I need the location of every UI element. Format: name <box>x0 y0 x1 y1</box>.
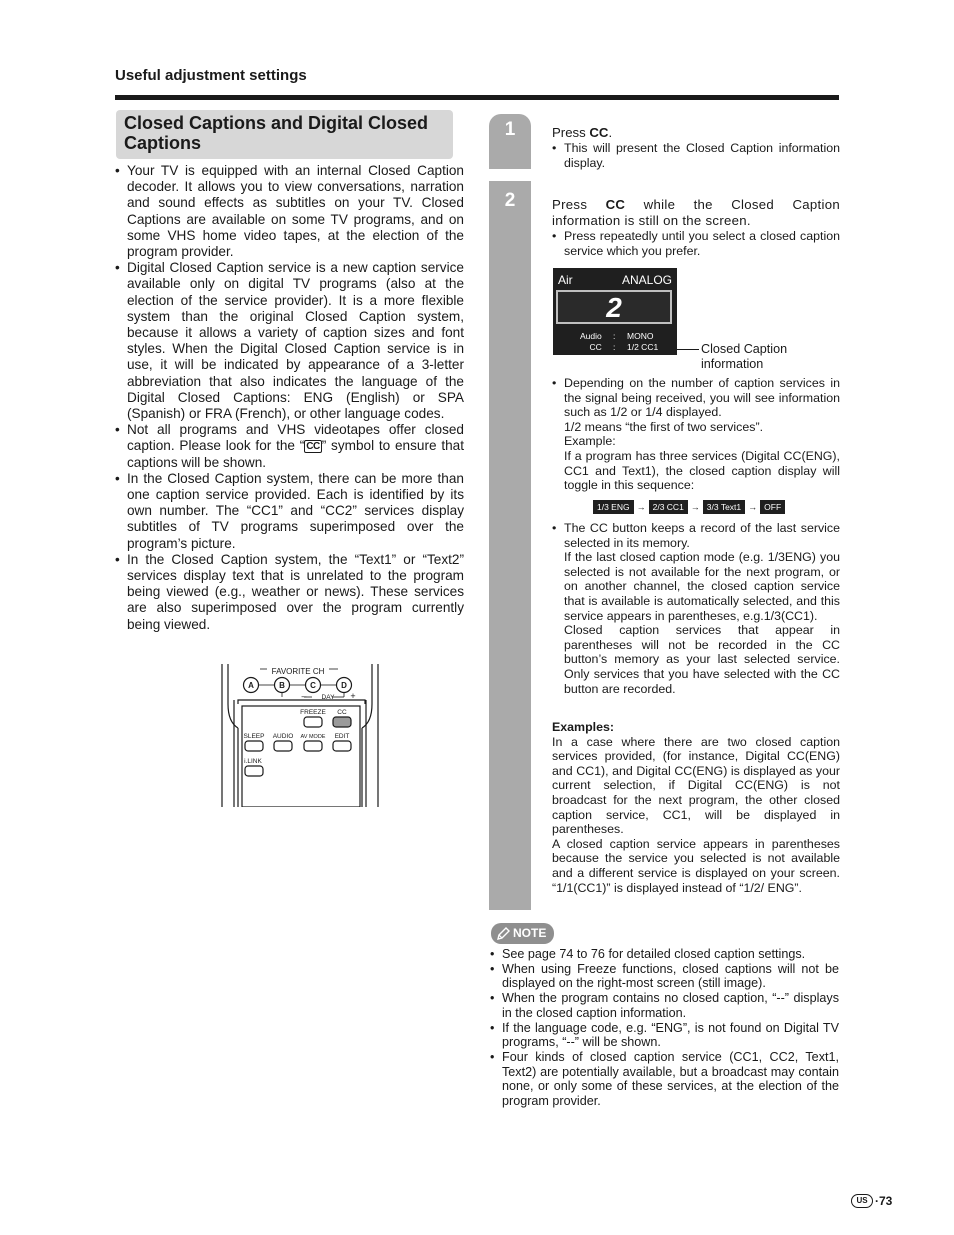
ilink-button[interactable] <box>245 766 263 776</box>
step-1-number: 1 <box>504 119 516 140</box>
sequence-chip: 3/3 Text1 <box>703 500 745 514</box>
caption-sequence <box>593 500 785 514</box>
day-minus: – <box>301 691 307 701</box>
arrow-right-icon: → <box>636 502 646 512</box>
sequence-chip: 1/3 ENG <box>593 500 634 514</box>
page-number-value: ·73 <box>875 1194 893 1208</box>
list-item: • When the program contains no closed caption, “--” displays in the closed caption information. <box>490 991 839 1020</box>
sleep-button[interactable] <box>245 741 263 751</box>
audio-button[interactable] <box>274 741 292 751</box>
page-title-line1: Closed Captions and Digital Closed <box>124 113 429 133</box>
av-mode-label: AV MODE <box>300 734 326 740</box>
freeze-label: FREEZE <box>300 709 326 716</box>
sleep-label: SLEEP <box>243 733 265 740</box>
examples-block <box>552 720 840 895</box>
day-label: DAY <box>321 694 335 701</box>
list-item: • In the Closed Caption system, the “Text1” or “Text2” services display text that is unrelated to the program being viewed (e.g., weather or news). These services are also superimposed over the program currently being viewed. <box>115 552 464 633</box>
step-separator <box>489 169 531 181</box>
depending-line3: Example: <box>564 434 616 449</box>
day-plus: + <box>350 691 356 701</box>
arrow-right-icon: → <box>690 502 700 512</box>
examples-p1: In a case where there are two closed caption services provided, (for instance, Digital CC(ENG) and CC1), and Digital CC(ENG) is displayed as your current selection, if Digital CC(ENG) is not broadcast for the next program, the other closed caption service, CC1, will be displayed in parentheses. <box>552 734 840 837</box>
list-item <box>552 521 840 696</box>
button-b-label: B <box>279 681 285 690</box>
intro-bullets <box>115 163 464 633</box>
cc-memory-p1: • The CC button keeps a record of the last service selected in its memory. <box>564 521 840 550</box>
step-2-text <box>552 197 840 258</box>
list-item: • See page 74 to 76 for detailed closed caption settings. <box>490 947 839 962</box>
edit-button[interactable] <box>333 741 351 751</box>
callout-line <box>677 349 699 350</box>
step-2-press: Press <box>552 197 606 212</box>
top-rule <box>115 95 839 100</box>
list-item: • In the Closed Caption system, there can be more than one caption service provided. Each is identified by its own number. The “CC1” and “CC2” services display subtitles of TV programs superimposed over the program’s picture. <box>115 471 464 552</box>
step-bar <box>489 114 531 910</box>
osd-colon: : <box>613 342 616 352</box>
remote-illustration <box>220 664 380 807</box>
button-a-label: A <box>248 681 254 690</box>
list-item <box>552 376 840 493</box>
page-title-line2: Captions <box>124 133 202 153</box>
cc-label: CC <box>337 709 347 716</box>
list-item: • Four kinds of closed caption service (CC1, CC2, Text1, Text2) are potentially available, but a broadcast may contain none, or only some of these services, at the election of the program provider. <box>490 1050 839 1109</box>
examples-p2: A closed caption service appears in parentheses because the service you selected is not available and a different service is displayed on your screen. “1/1(CC1)” is displayed instead of “1/2/ ENG”. <box>552 836 840 895</box>
depending-line2: 1/2 means “the first of two services”. <box>564 419 764 434</box>
closed-caption-osd <box>553 268 677 355</box>
list-item: • When using Freeze functions, closed captions will not be displayed on the right-most screen (still image). <box>490 962 839 991</box>
step-2-rest: while the Closed Caption information is still on the screen. <box>552 197 840 228</box>
button-c-label: C <box>310 681 316 690</box>
button-d-label: D <box>341 681 347 690</box>
list-item <box>115 422 464 471</box>
list-item: • If the language code, e.g. “ENG”, is not found on Digital TV programs, “--” will be shown. <box>490 1021 839 1050</box>
note-list <box>490 947 839 1109</box>
step-1-end: . <box>608 125 613 140</box>
step-2-number: 2 <box>504 190 516 211</box>
osd-cc-value: 1/2 CC1 <box>627 342 659 352</box>
list-item: • Your TV is equipped with an internal Closed Caption decoder. It allows you to view conversations, narration and sound effects as subtitles on your TV. Closed Captions are available on some TV programs, and on some VHS home video tapes, at the election of the program provider. <box>115 163 464 260</box>
edit-label: EDIT <box>334 733 350 740</box>
list-item: • This will present the Closed Caption information display. <box>552 141 840 170</box>
bullet3-before: Not all programs and VHS videotapes offer closed caption. Please look for the “ <box>127 422 464 454</box>
section-header: Useful adjustment settings <box>115 67 307 84</box>
osd-channel: 2 <box>556 290 672 324</box>
audio-label: AUDIO <box>272 733 294 740</box>
pencil-icon <box>496 926 511 941</box>
callout-label: Closed Caption information <box>701 342 788 371</box>
cc-memory-p3: Closed caption services that appear in parentheses will not be recorded in the CC button’s memory as your last selected service. Only services that you have selected with the CC button are recorded. <box>564 623 840 696</box>
list-item: • Press repeatedly until you select a closed caption service which you prefer. <box>552 229 840 258</box>
sequence-chip: 2/3 CC1 <box>649 500 688 514</box>
av-mode-button[interactable] <box>304 741 322 751</box>
ilink-label: i.LINK <box>244 758 262 765</box>
note-label: NOTE <box>513 926 547 940</box>
favorite-ch-label: FAVORITE CH <box>271 667 325 676</box>
osd-cc-label: CC <box>589 342 602 352</box>
cc-memory-block <box>552 521 840 696</box>
osd-air: Air <box>558 273 573 287</box>
osd-audio-value: MONO <box>627 331 654 341</box>
sequence-chip: OFF <box>760 500 785 514</box>
depending-block <box>552 376 840 493</box>
list-item: • Digital Closed Caption service is a new caption service available only on digital TV programs (also at the election of the service provider). It is a more flexible system than the original Closed Caption system, because it allows a variety of caption sizes and font styles. When the Digital Closed Caption service is in use, it will be indicated by appearance of a 3-letter abbreviation that also indicates the language of the Digital Closed Captions: ENG (English) or SPA (Spanish) or FRA (French), or other language codes. <box>115 260 464 422</box>
osd-colon: : <box>613 331 616 341</box>
cc-symbol-icon: CC <box>306 441 320 453</box>
note-badge <box>491 923 554 944</box>
bullet3-after: ” symbol to ensure that captions will be shown. <box>127 438 464 470</box>
cc-button[interactable] <box>333 717 351 727</box>
page-title <box>116 110 453 159</box>
step-1-press: Press <box>552 125 590 140</box>
us-region-icon: US <box>851 1194 873 1208</box>
examples-heading: Examples: <box>552 720 614 734</box>
cc-memory-p2: If the last closed caption mode (e.g. 1/3ENG) you selected is not available for the next program, or on another channel, the closed caption service that is available is automatically selected, and this service appears in parentheses, e.g.1/3(CC1). <box>564 550 840 623</box>
osd-audio-label: Audio <box>580 331 602 341</box>
arrow-right-icon: → <box>748 502 758 512</box>
depending-text: • Depending on the number of caption services in the signal being received, you will see information such as 1/2 or 1/4 displayed. <box>564 376 840 420</box>
osd-analog: ANALOG <box>621 273 672 287</box>
freeze-button[interactable] <box>304 717 322 727</box>
page-number <box>851 1194 892 1208</box>
depending-line4: If a program has three services (Digital CC(ENG), CC1 and Text1), the closed caption display will toggle in this sequence: <box>564 448 840 493</box>
step-1-text <box>552 125 840 170</box>
step-2-key: CC <box>605 197 626 212</box>
step-1-key: CC <box>589 125 609 140</box>
